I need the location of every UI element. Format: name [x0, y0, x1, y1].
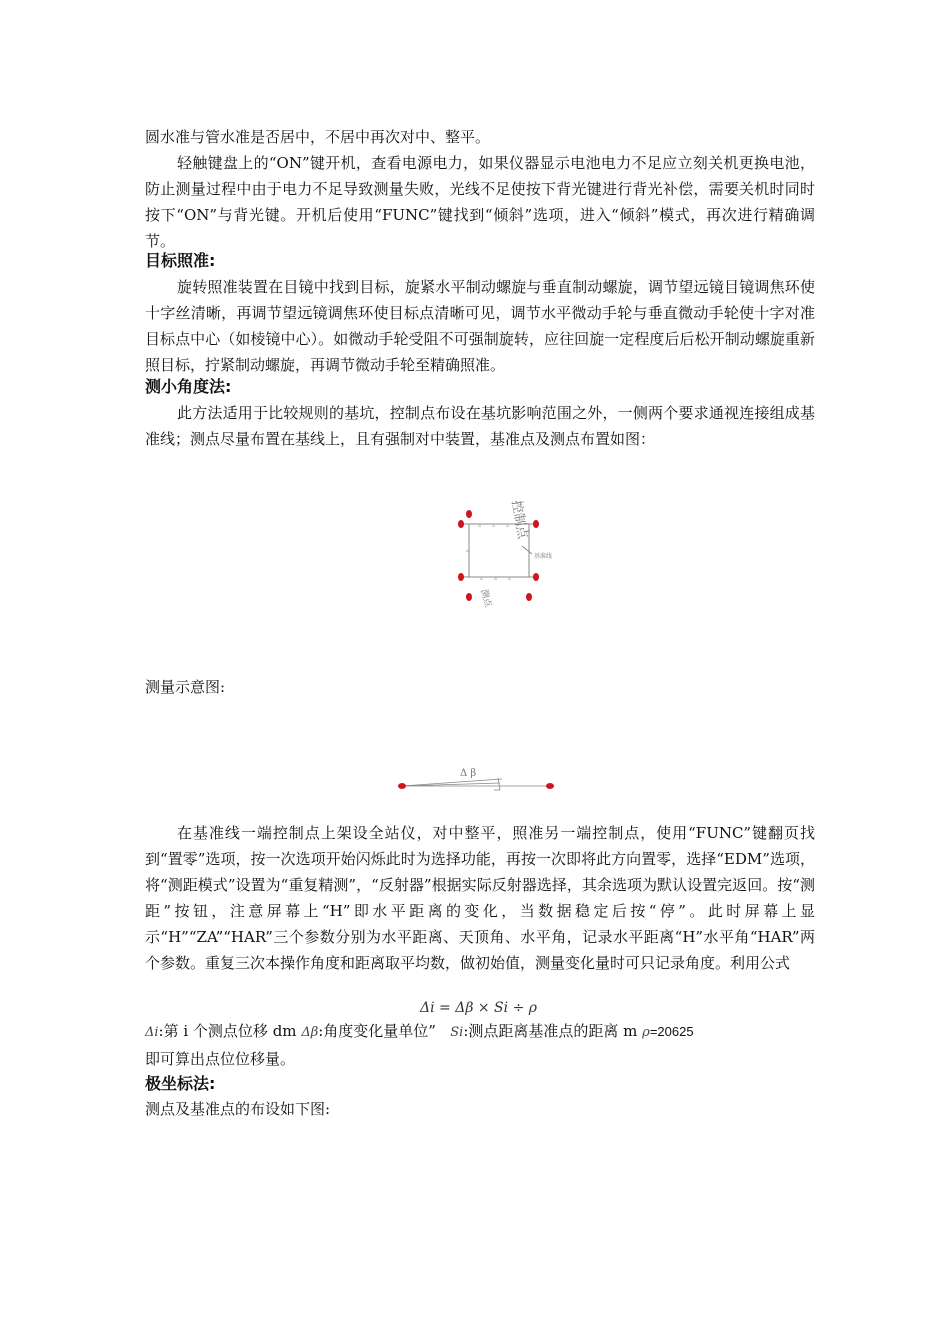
label-control-point: 控制点: [508, 499, 530, 541]
measure-marker: ▵: [478, 522, 482, 529]
measure-marker: ▵: [494, 575, 498, 582]
label-measure-point: 测点: [478, 588, 493, 609]
symbol-si: Si: [450, 1025, 464, 1040]
label-delta-beta: Δ β: [460, 768, 477, 779]
definition-rho: =20625: [649, 1024, 694, 1039]
definition-si: :测点距离基准点的距离 m: [463, 1022, 638, 1040]
measure-marker: ▵: [466, 547, 470, 554]
measurement-schematic: [390, 760, 560, 800]
formula: Δi = Δβ × Si ÷ ρ: [420, 1000, 537, 1016]
formula-definitions: [145, 1020, 845, 1044]
definition-delta-beta: :角度变化量单位”: [318, 1022, 436, 1040]
control-point: [458, 520, 464, 528]
station-point: [546, 783, 554, 789]
paragraph-result: 即可算出点位位移量。: [145, 1050, 296, 1068]
heading-polar-coordinate-method: 极坐标法:: [145, 1074, 216, 1093]
figure-caption: 测量示意图:: [145, 678, 226, 696]
control-point: [458, 573, 464, 581]
control-point: [466, 510, 472, 518]
offset-ray: [402, 779, 502, 786]
control-point: [526, 593, 532, 601]
layout-diagram: [440, 480, 580, 610]
station-point: [398, 783, 406, 789]
paragraph-power-on: 轻触键盘上的“ON”键开机，查看电源电力，如果仪器显示电池电力不足应立刻关机更换电池，防止测量过程中由于电力不足导致测量失败，光线不足使按下背光键进行背光补偿，需要关机时同时按下“ON”与背光键。开机后使用“FUNC”键找到“倾斜”选项，进入“倾斜”模式，再次进行精确调节。: [145, 154, 815, 250]
measure-marker: ▵: [492, 522, 496, 529]
paragraph-small-angle-method: 此方法适用于比较规则的基坑，控制点布设在基坑影响范围之外，一侧两个要求通视连接组成基准线；测点尽量布置在基线上，且有强制对中装置，基准点及测点布置如图：: [145, 404, 815, 448]
label-baseline: 基准线: [534, 553, 553, 560]
heading-target-aiming: 目标照准:: [145, 251, 216, 270]
paragraph-procedure: 在基准线一端控制点上架设全站仪，对中整平，照准另一端控制点，使用“FUNC”键翻页找到“置零”选项，按一次选项开始闪烁此时为选择功能，再按一次即将此方向置零，选择“EDM”选项，将“测距模式”设置为“重复精测”，“反射器”根据实际反射器选择，其余选项为默认设置完返回。按“测距”按钮，注意屏幕上“H”即水平距离的变化，当数据稳定后按“停”。此时屏幕上显示“H”“ZA”“HAR”三个参数分别为水平距离、天顶角、水平角，记录水平距离“H”水平角“HAR”两个参数。重复三次本操作角度和距离取平均数，做初始值，测量变化量时可只记录角度。利用公式: [145, 824, 815, 972]
control-point: [466, 593, 472, 601]
symbol-rho: ρ: [642, 1025, 650, 1040]
definition-delta-i: :第 i 个测点位移 dm: [158, 1022, 297, 1040]
symbol-delta-beta: Δβ: [301, 1025, 319, 1040]
paragraph-target-aiming: 旋转照准装置在目镜中找到目标，旋紧水平制动螺旋与垂直制动螺旋，调节望远镜目镜调焦环使十字丝清晰，再调节望远镜调焦环使目标点清晰可见，调节水平微动手轮与垂直微动手轮使十字对准目标点中心（如棱镜中心）。如微动手轮受阻不可强制旋转，应往回旋一定程度后后松开制动螺旋重新照目标，拧紧制动螺旋，再调节微动手轮至精确照准。: [145, 278, 815, 374]
offset-tick: [498, 778, 500, 790]
offset-ray: [402, 783, 500, 786]
measure-marker: ▵: [480, 575, 484, 582]
symbol-delta-i: Δi: [145, 1025, 159, 1040]
paragraph-polar-layout: 测点及基准点的布设如下图:: [145, 1100, 331, 1118]
control-point: [533, 573, 539, 581]
paragraph-leveling: 圆水准与管水准是否居中，不居中再次对中、整平。: [145, 128, 491, 146]
measure-marker: ▵: [506, 522, 510, 529]
baseline-leader: [522, 546, 532, 554]
measure-marker: ▵: [508, 575, 512, 582]
control-point: [533, 520, 539, 528]
heading-small-angle-method: 测小角度法:: [145, 377, 232, 396]
